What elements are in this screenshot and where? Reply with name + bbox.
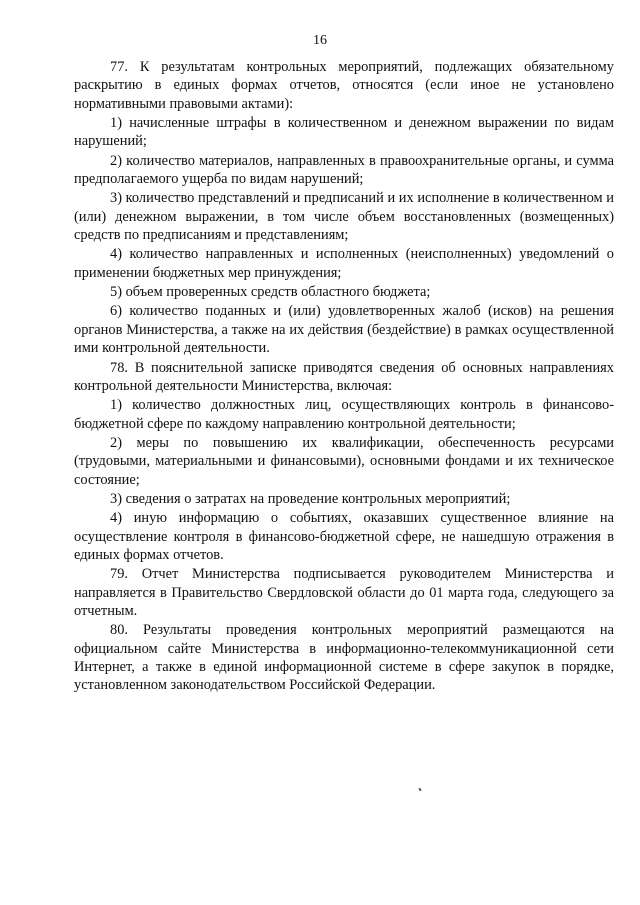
paragraph-77: 77. К результатам контрольных мероприятий, подлежащих обязательному раскрытию в единых формах отчетов, относятся (если иное не установлено нормативными правовыми актами): bbox=[74, 59, 614, 112]
paragraph-77-item-6: 6) количество поданных и (или) удовлетворенных жалоб (исков) на решения органов Министерства, а также на их действия (бездействие) в рамках осуществленной ими контрольной деятельности. bbox=[74, 303, 614, 357]
paragraph-79: 79. Отчет Министерства подписывается руководителем Министерства и направляется в Правительство Свердловской области до 01 марта года, следующего за отчетным. bbox=[74, 566, 614, 619]
paragraph-78-item-3: 3) сведения о затратах на проведение контрольных мероприятий; bbox=[110, 490, 511, 507]
scan-speck bbox=[418, 788, 421, 792]
paragraph-78-item-4: 4) иную информацию о событиях, оказавших существенное влияние на осуществление контроля в финансово-бюджетной сфере, не нашедшую отражения в единых формах отчетов. bbox=[74, 510, 614, 563]
paragraph-78-item-2: 2) меры по повышению их квалификации, обеспеченность ресурсами (трудовыми, материальными и финансовыми), основными фондами и их техническое состояние; bbox=[74, 434, 614, 488]
paragraph-78-item-1: 1) количество должностных лиц, осуществляющих контроль в финансово-бюджетной сфере по каждому направлению контрольной деятельности; bbox=[74, 397, 614, 432]
paragraph-80: 80. Результаты проведения контрольных мероприятий размещаются на официальном сайте Министерства в информационно-телекоммуникационной сети Интернет, а также в единой информационной системе в сфере закупок в порядке, установленном законодательством Российской Федерации. bbox=[74, 622, 614, 694]
page-number: 16 bbox=[313, 33, 327, 48]
document-body bbox=[74, 58, 614, 696]
paragraph-77-item-4: 4) количество направленных и исполненных (неисполненных) уведомлений о применении бюджетных мер принуждения; bbox=[74, 246, 614, 281]
paragraph-77-item-2: 2) количество материалов, направленных в правоохранительные органы, и сумма предполагаемого ущерба по видам нарушений; bbox=[74, 152, 614, 188]
paragraph-77-item-5: 5) объем проверенных средств областного бюджета; bbox=[110, 284, 431, 301]
paragraph-77-item-3: 3) количество представлений и предписаний и их исполнение в количественном и (или) денежном выражении, в том числе объем восстановленных (возмещенных) средств по предписаниям и представлениям; bbox=[74, 190, 614, 244]
paragraph-78: 78. В пояснительной записке приводятся сведения об основных направлениях контрольной деятельности Министерства, включая: bbox=[74, 359, 614, 394]
paragraph-77-item-1: 1) начисленные штрафы в количественном и денежном выражении по видам нарушений; bbox=[74, 115, 614, 150]
